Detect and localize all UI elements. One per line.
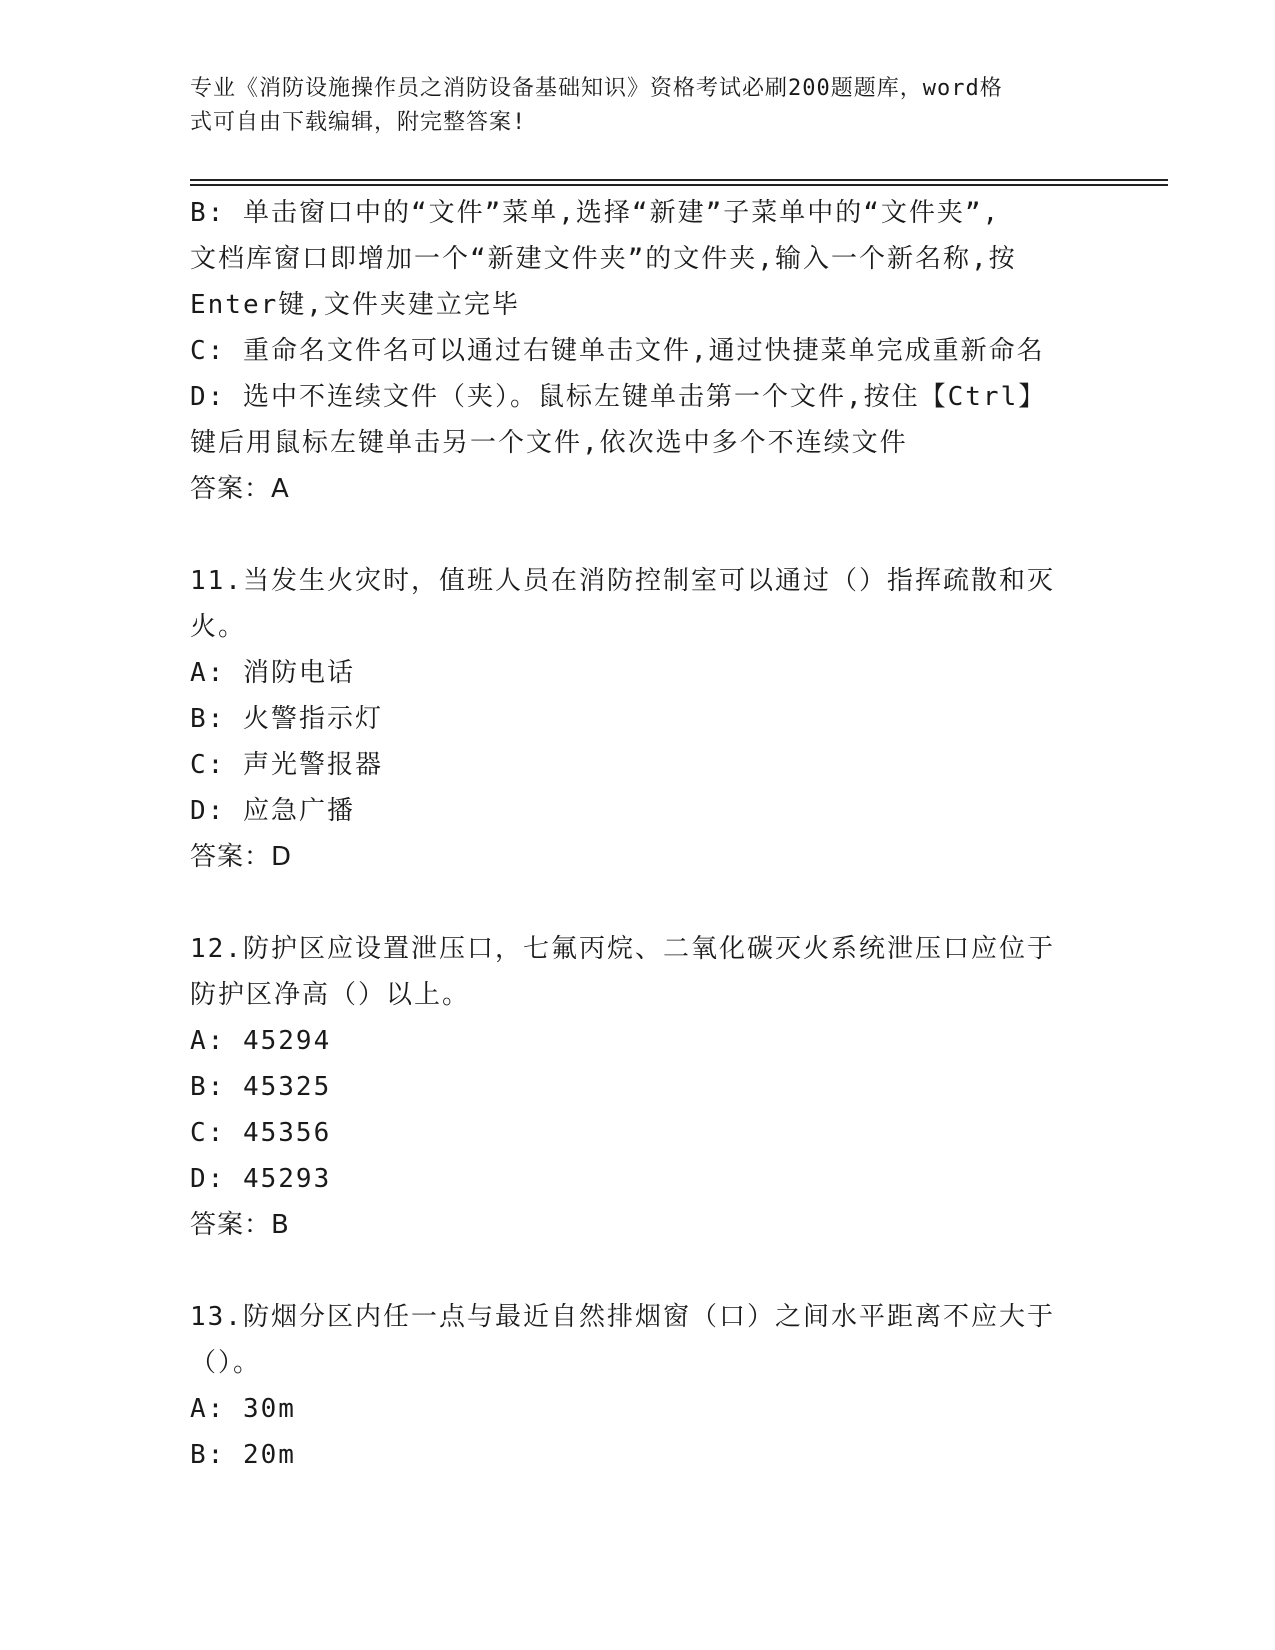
option-b-line-2: 文档库窗口即增加一个“新建文件夹”的文件夹,输入一个新名称,按 [190, 244, 1017, 274]
question-content [190, 190, 1090, 1478]
option-d: D: 应急广播 [190, 796, 355, 826]
option-d-line-1: D: 选中不连续文件（夹）。鼠标左键单击第一个文件,按住【Ctrl】 [190, 382, 1047, 412]
question-stem-line-2: 防护区净高（）以上。 [190, 980, 471, 1010]
option-b: B: 45325 [190, 1072, 332, 1102]
header-divider-bottom [190, 184, 1168, 186]
option-a: A: 消防电话 [190, 658, 355, 688]
question-stem-line-2: 火。 [190, 612, 247, 642]
header-line-2: 式可自由下载编辑，附完整答案! [190, 110, 527, 135]
spacer [190, 1248, 1090, 1294]
option-b: B: 20m [190, 1440, 296, 1470]
option-b: B: 火警指示灯 [190, 704, 383, 734]
option-d-line-2: 键后用鼠标左键单击另一个文件,依次选中多个不连续文件 [190, 428, 908, 458]
spacer [190, 512, 1090, 558]
question-11 [190, 558, 1090, 880]
option-c: C: 45356 [190, 1118, 332, 1148]
question-12 [190, 926, 1090, 1248]
option-d: D: 45293 [190, 1164, 332, 1194]
option-c: C: 重命名文件名可以通过右键单击文件,通过快捷菜单完成重新命名 [190, 336, 1045, 366]
question-stem-line-1: 11.当发生火灾时，值班人员在消防控制室可以通过（）指挥疏散和灭 [190, 566, 1055, 596]
spacer [190, 880, 1090, 926]
question-stem-line-1: 13.防烟分区内任一点与最近自然排烟窗（口）之间水平距离不应大于 [190, 1302, 1055, 1332]
option-b-line-1: B: 单击窗口中的“文件”菜单,选择“新建”子菜单中的“文件夹”, [190, 198, 1001, 228]
question-stem-line-1: 12.防护区应设置泄压口，七氟丙烷、二氧化碳灭火系统泄压口应位于 [190, 934, 1055, 964]
option-c: C: 声光警报器 [190, 750, 383, 780]
answer: 答案：A [190, 474, 290, 504]
document-header [190, 72, 1080, 140]
question-13 [190, 1294, 1090, 1478]
option-b-line-3: Enter键,文件夹建立完毕 [190, 290, 520, 320]
answer: 答案：B [190, 1210, 290, 1240]
prev-question [190, 190, 1090, 512]
header-divider-top [190, 179, 1168, 181]
answer: 答案：D [190, 842, 293, 872]
question-stem-line-2: （）。 [190, 1348, 262, 1378]
option-a: A: 45294 [190, 1026, 332, 1056]
option-a: A: 30m [190, 1394, 296, 1424]
header-line-1: 专业《消防设施操作员之消防设备基础知识》资格考试必刷200题题库，word格 [190, 76, 1003, 101]
